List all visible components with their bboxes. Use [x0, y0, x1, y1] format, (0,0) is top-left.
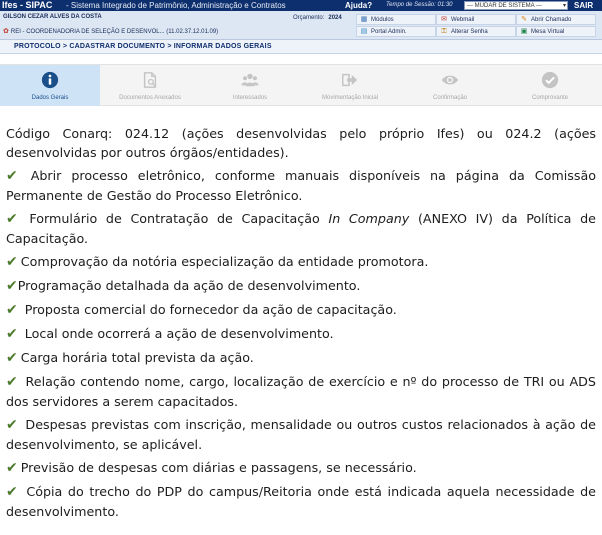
list-item [6, 300, 596, 320]
check-icon: ✔ [6, 168, 18, 184]
admin-portal-label: Portal Admin. [371, 29, 407, 35]
system-name: Ifes - SIPAC [2, 0, 53, 10]
check-icon: ✔ [6, 484, 18, 500]
forward-icon [341, 71, 359, 89]
check-circle-icon [541, 71, 559, 89]
list-item [6, 276, 596, 296]
budget-label: Orçamento: [293, 15, 325, 21]
check-icon: ✔ [6, 278, 18, 294]
user-unit[interactable] [3, 27, 218, 35]
budget-year [293, 15, 342, 21]
step-label: Movimentação Inicial [321, 95, 379, 101]
list-item [6, 415, 596, 454]
step-comprovante[interactable] [500, 65, 600, 106]
step-movimentacao-inicial[interactable] [300, 65, 400, 106]
check-icon: ✔ [6, 211, 18, 227]
step-label: Dados Gerais [31, 95, 69, 101]
list-item-text: Abrir processo eletrônico, conforme manuais disponíveis na página da Comissão Permanente de Gestão do Processo Eletrônico. [6, 168, 596, 203]
step-dados-gerais[interactable] [0, 65, 100, 106]
change-password-link[interactable] [436, 26, 516, 37]
unit-icon: ✿ [3, 28, 9, 35]
list-item [6, 166, 596, 205]
logout-button[interactable]: SAIR [574, 1, 594, 10]
ticket-icon: ✎ [521, 16, 527, 23]
modules-icon: ▦ [360, 16, 368, 23]
check-icon: ✔ [6, 326, 18, 342]
change-system-select[interactable] [464, 1, 568, 10]
list-item-text: Comprovação da notória especialização da entidade promotora. [20, 254, 429, 269]
list-item [6, 372, 596, 411]
help-link[interactable]: Ajuda? [345, 1, 373, 10]
system-description: - Sistema Integrado de Patrimônio, Administração e Contratos [66, 1, 286, 10]
list-item-text: (ANEXO IV) da Política de Capacitação. [6, 211, 596, 246]
step-label: Comprovante [531, 95, 569, 101]
step-interessados[interactable] [200, 65, 300, 106]
user-unit-label: REI - COORDENADORIA DE SELEÇÃO E DESENVOL... (11.02.37.12.01.09) [10, 29, 219, 35]
list-item [6, 458, 596, 478]
list-item-text: Despesas previstas com inscrição, mensalidade ou outros custos relacionados à ação de desenvolvimento, se aplicável. [6, 417, 596, 452]
user-name: GILSON CEZAR ALVES DA COSTA [3, 14, 102, 20]
step-label: Confirmação [432, 95, 467, 101]
instructions [6, 124, 596, 521]
step-documentos-anexados[interactable] [100, 65, 200, 106]
admin-portal-link[interactable] [356, 26, 436, 37]
step-label: Interessados [232, 95, 268, 101]
user-bar [0, 11, 602, 40]
breadcrumb: PROTOCOLO > CADASTRAR DOCUMENTO > INFORMAR DADOS GERAIS [0, 40, 602, 54]
list-item-text: Previsão de despesas com diárias e passagens, se necessário. [20, 460, 417, 475]
list-item [6, 209, 596, 248]
modules-link[interactable] [356, 14, 436, 25]
list-item [6, 252, 596, 272]
open-ticket-link[interactable] [516, 14, 596, 25]
list-item-text: Proposta comercial do fornecedor da ação de capacitação. [24, 302, 397, 317]
step-confirmacao[interactable] [400, 65, 500, 106]
check-icon: ✔ [6, 350, 18, 366]
list-item-text: Programação detalhada da ação de desenvolvimento. [17, 278, 361, 293]
virtual-desk-icon: ▣ [520, 28, 528, 35]
list-item-text: Carga horária total prevista da ação. [20, 350, 254, 365]
chevron-down-icon: ▾ [562, 3, 566, 9]
users-icon [241, 71, 259, 89]
webmail-label: Webmail [451, 17, 475, 23]
list-item [6, 324, 596, 344]
budget-year-value: 2024 [328, 15, 342, 21]
check-icon: ✔ [6, 302, 18, 318]
wizard-steps [0, 64, 602, 106]
admin-portal-icon: ▤ [360, 28, 368, 35]
check-icon: ✔ [6, 374, 18, 390]
modules-label: Módulos [371, 17, 394, 23]
list-item-text: Formulário de Contratação de Capacitação [29, 211, 329, 226]
check-icon: ✔ [6, 417, 18, 433]
check-icon: ✔ [6, 254, 18, 270]
webmail-icon: ✉ [441, 16, 447, 23]
list-item [6, 482, 596, 521]
list-item-text: Cópia do trecho do PDP do campus/Reitoria onde está indicada aquela necessidade de desenvolvimento. [6, 484, 596, 519]
change-system-value: --- MUDAR DE SISTEMA --- [467, 3, 542, 9]
virtual-desk-label: Mesa Virtual [531, 29, 565, 35]
list-item-text: Relação contendo nome, cargo, localização de exercício e nº do processo de TRI ou ADS dos servidores a serem capacitados. [6, 374, 596, 409]
change-password-label: Alterar Senha [451, 29, 488, 35]
top-bar [0, 0, 602, 11]
list-item-text: Local onde ocorrerá a ação de desenvolvimento. [24, 326, 334, 341]
check-icon: ✔ [6, 460, 18, 476]
document-icon [141, 71, 159, 89]
webmail-link[interactable] [436, 14, 516, 25]
list-item-emphasis: In Company [328, 211, 410, 226]
virtual-desk-link[interactable] [516, 26, 596, 37]
info-icon [41, 71, 59, 89]
list-item [6, 348, 596, 368]
conarq-code: Código Conarq: 024.12 (ações desenvolvidas pelo próprio Ifes) ou 024.2 (ações desenvolvidas por outros órgãos/entidades). [6, 126, 596, 160]
password-icon: ⚿ [441, 28, 447, 35]
step-label: Documentos Anexados [119, 95, 181, 101]
open-ticket-label: Abrir Chamado [531, 17, 572, 23]
eye-icon [441, 71, 459, 89]
session-timer: Tempo de Sessão: 01:30 [386, 2, 453, 8]
